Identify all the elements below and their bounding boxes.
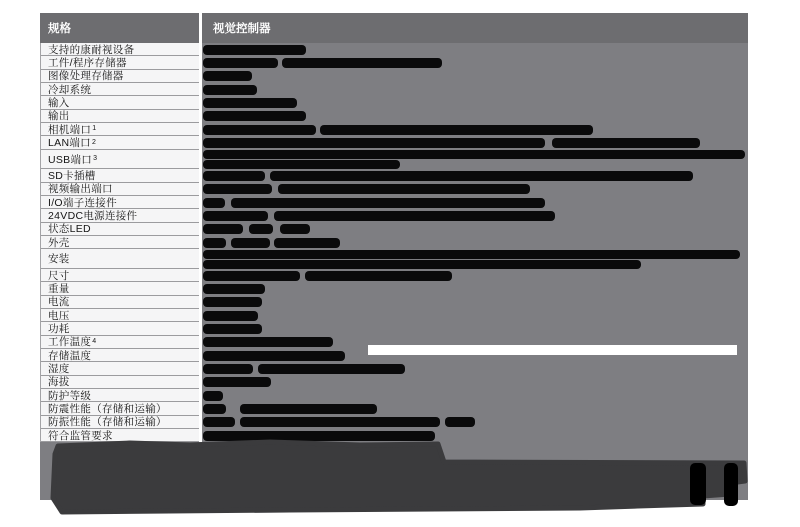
spec-value-redacted (202, 169, 748, 182)
spec-value-redacted (202, 416, 748, 429)
redaction-bar (203, 364, 253, 374)
redaction-bar (203, 125, 316, 135)
redaction-bar (249, 224, 273, 234)
spec-label: 海拔 (41, 376, 199, 389)
table-row (41, 209, 748, 222)
redaction-bar (203, 160, 400, 169)
table-row (41, 183, 748, 196)
table-row (41, 322, 748, 335)
spec-label: 符合监管要求 (41, 429, 199, 442)
page-mark-bar-1 (690, 463, 706, 505)
spec-label: 图像处理存储器 (41, 70, 199, 83)
spec-label: 24VDC电源连接件 (41, 209, 199, 222)
redaction-bar (203, 111, 306, 121)
redaction-bar (305, 271, 452, 281)
table-row (41, 296, 748, 309)
spec-value-redacted (202, 43, 748, 56)
redaction-bar (203, 311, 258, 321)
spec-label: 相机端口 1 (41, 123, 199, 136)
spec-value-redacted (202, 309, 748, 322)
spec-value-redacted (202, 56, 748, 69)
spec-label: 支持的康耐视设备 (41, 43, 199, 56)
spec-label: 工件/程序存储器 (41, 56, 199, 69)
table-row (41, 282, 748, 295)
table-header-row (40, 13, 748, 43)
spec-label: 输入 (41, 96, 199, 109)
redaction-bar (231, 238, 270, 248)
spec-value-redacted (202, 296, 748, 309)
table-row (41, 196, 748, 209)
redaction-bar (282, 58, 442, 68)
redaction-bar (203, 250, 740, 259)
table-row (41, 376, 748, 389)
table-row (41, 136, 748, 149)
table-body (40, 43, 748, 442)
spec-value-redacted (202, 110, 748, 123)
redaction-bar (203, 377, 271, 387)
header-col-spec: 规格 (48, 23, 71, 35)
spec-value-redacted (202, 402, 748, 415)
table-row (41, 70, 748, 83)
header-col-vision-controller: 视觉控制器 (213, 23, 271, 35)
spec-value-redacted (202, 362, 748, 375)
redaction-bar (240, 417, 440, 427)
spec-label: 防护等级 (41, 389, 199, 402)
spec-value-redacted (202, 83, 748, 96)
spec-label: 存储温度 (41, 349, 199, 362)
spec-value-redacted (202, 150, 748, 170)
spec-value-redacted (202, 322, 748, 335)
redaction-bar (203, 297, 262, 307)
table-row (41, 83, 748, 96)
redaction-bar (445, 417, 475, 427)
spec-value-redacted (202, 96, 748, 109)
redaction-bar (203, 238, 226, 248)
redaction-bar (203, 417, 235, 427)
table-row (41, 123, 748, 136)
redaction-bar (203, 211, 268, 221)
redaction-bar (274, 238, 340, 248)
redaction-bar (203, 171, 265, 181)
spec-label: 安装 (41, 249, 199, 269)
spec-label: 湿度 (41, 362, 199, 375)
redaction-bar (203, 71, 252, 81)
spec-label: 防震性能（存储和运输） (41, 402, 199, 415)
white-highlight-stripe (368, 345, 737, 355)
table-row (41, 43, 748, 56)
spec-label: 工作温度 4 (41, 336, 199, 349)
table-row (41, 362, 748, 375)
redaction-bar (270, 171, 693, 181)
spec-value-redacted (202, 123, 748, 136)
redaction-bar (203, 391, 223, 401)
redaction-bar (231, 198, 545, 208)
spec-value-redacted (202, 269, 748, 282)
redaction-bar (203, 324, 262, 334)
table-row (41, 110, 748, 123)
table-row (41, 96, 748, 109)
redaction-bar (203, 260, 641, 269)
table-row (41, 56, 748, 69)
spec-label: LAN端口 2 (41, 136, 199, 149)
table-row (41, 416, 748, 429)
table-row (41, 169, 748, 182)
spec-label: 外壳 (41, 236, 199, 249)
spec-label: 尺寸 (41, 269, 199, 282)
redaction-bar (203, 58, 278, 68)
table-row (41, 269, 748, 282)
redaction-bar (203, 404, 226, 414)
spec-label: 状态LED (41, 223, 199, 236)
table-row (41, 309, 748, 322)
spec-label: USB端口 3 (41, 150, 199, 170)
spec-value-redacted (202, 70, 748, 83)
redaction-bar (203, 184, 272, 194)
spec-value-redacted (202, 236, 748, 249)
redaction-bar (203, 224, 243, 234)
redaction-bar (203, 150, 745, 159)
redaction-bar (240, 404, 377, 414)
redaction-bar (320, 125, 593, 135)
redaction-bar (203, 45, 306, 55)
spec-label: 输出 (41, 110, 199, 123)
spec-value-redacted (202, 196, 748, 209)
spec-value-redacted (202, 223, 748, 236)
spec-label: I/O端子连接件 (41, 196, 199, 209)
redaction-bar (203, 85, 257, 95)
table-row (41, 236, 748, 249)
spec-value-redacted (202, 389, 748, 402)
spec-label: 电压 (41, 309, 199, 322)
redaction-bar (203, 284, 265, 294)
redaction-bar (203, 271, 300, 281)
redacted-footnote-block (40, 438, 748, 527)
table-row (41, 249, 748, 269)
spec-value-redacted (202, 183, 748, 196)
spec-value-redacted (202, 249, 748, 269)
spec-label: SD卡插槽 (41, 169, 199, 182)
redaction-bar (203, 98, 297, 108)
spec-value-redacted (202, 376, 748, 389)
spec-label: 功耗 (41, 322, 199, 335)
redaction-bar (274, 211, 555, 221)
spec-value-redacted (202, 209, 748, 222)
spec-value-redacted (202, 136, 748, 149)
redaction-bar (203, 337, 333, 347)
spec-label: 防振性能（存储和运输） (41, 416, 199, 429)
redaction-bar (258, 364, 405, 374)
spec-value-redacted (202, 282, 748, 295)
spec-label: 电流 (41, 296, 199, 309)
spec-label: 冷却系统 (41, 83, 199, 96)
redaction-bar (203, 138, 545, 148)
redaction-bar (203, 198, 225, 208)
table-row (41, 150, 748, 170)
spec-label: 重量 (41, 282, 199, 295)
redaction-bar (552, 138, 700, 148)
page-mark-bar-2 (724, 463, 738, 506)
spec-label: 视频输出端口 (41, 183, 199, 196)
redaction-bar (280, 224, 310, 234)
footnote-redaction-blob (53, 442, 745, 512)
redaction-bar (278, 184, 530, 194)
redaction-bar (203, 351, 345, 361)
table-row (41, 223, 748, 236)
